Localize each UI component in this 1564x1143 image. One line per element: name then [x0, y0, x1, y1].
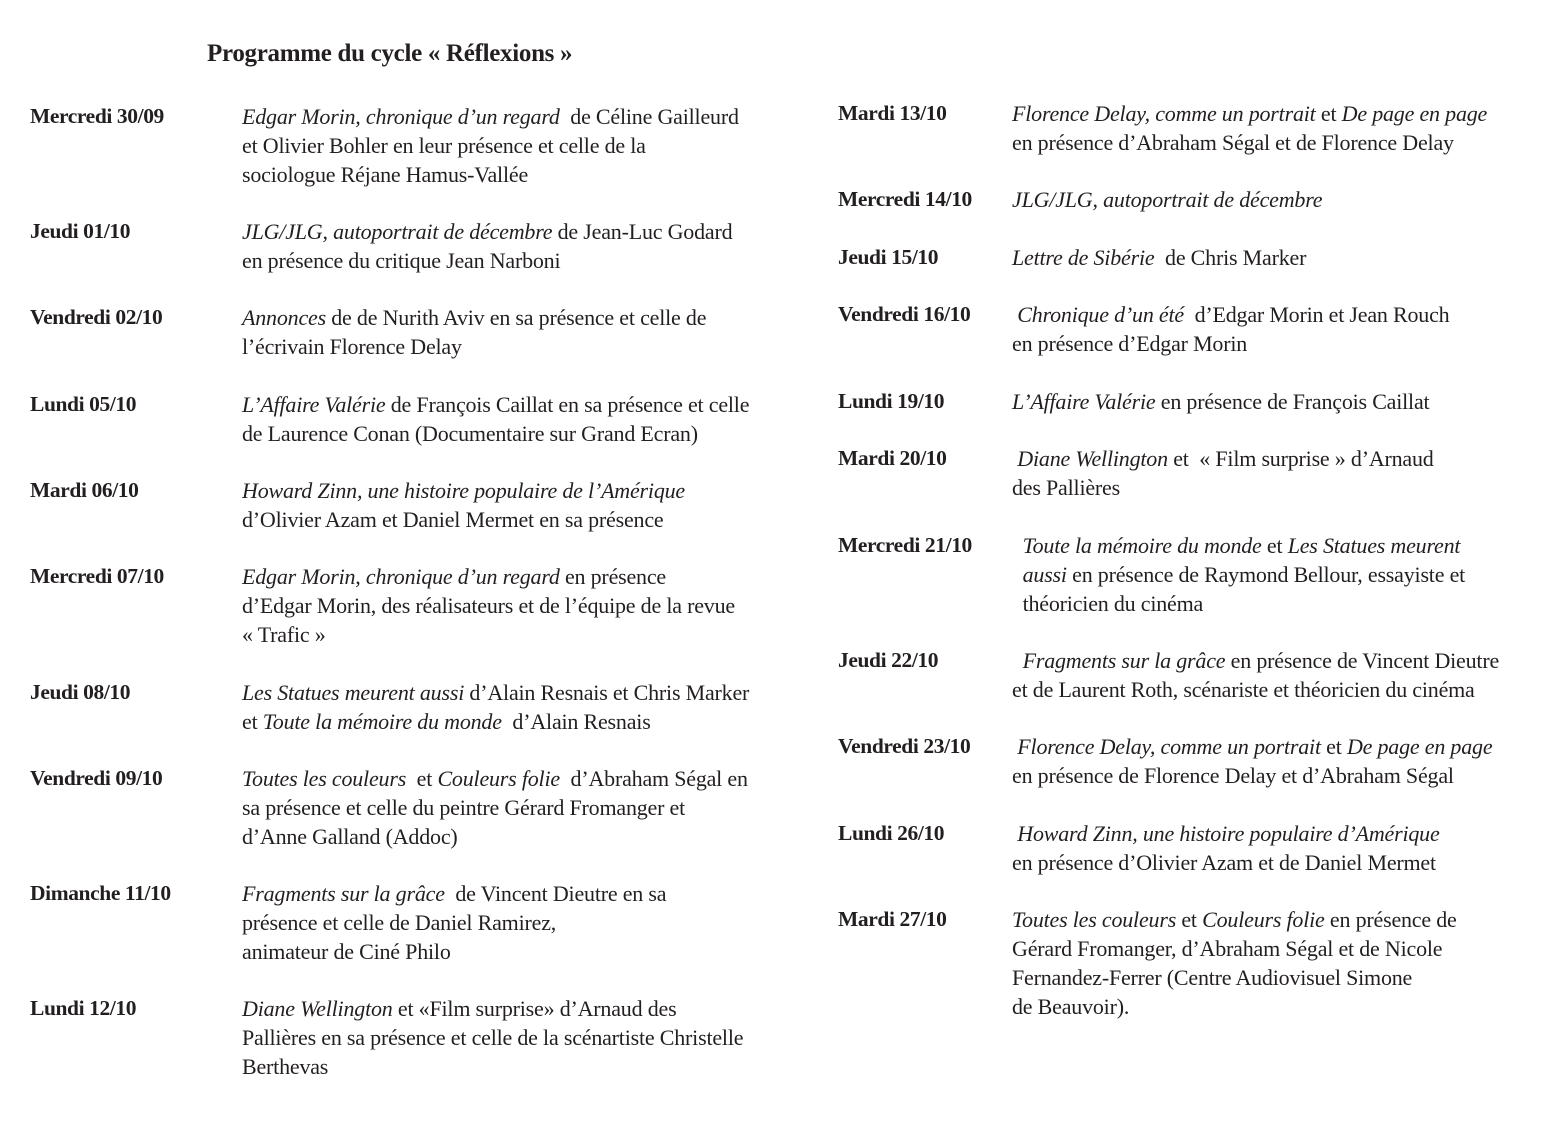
entry-date: Lundi 26/10	[838, 821, 945, 845]
description-line	[242, 562, 735, 591]
entry-description	[242, 764, 748, 851]
description-text: d’Edgar Morin et Jean Rouch	[1183, 302, 1450, 327]
film-title: Chronique d’un été	[1012, 302, 1184, 327]
description-text: Fernandez-Ferrer (Centre Audiovisuel Simone	[1012, 965, 1413, 990]
description-text: des Pallières	[1012, 475, 1120, 500]
entry-description	[242, 217, 732, 275]
description-line	[242, 217, 732, 246]
entry-date: Jeudi 08/10	[30, 680, 131, 704]
film-title: Florence Delay, comme un portrait	[1012, 101, 1316, 126]
description-text: sociologue Réjane Hamus-Vallée	[242, 162, 529, 187]
description-line	[242, 505, 685, 534]
description-text: « Trafic »	[242, 622, 326, 647]
description-text: et	[406, 766, 438, 791]
description-text: Pallières en sa présence et celle de la scénartiste Christelle	[242, 1025, 744, 1050]
description-text: présence et celle de Daniel Ramirez,	[242, 910, 557, 935]
description-text: en présence de François Caillat	[1155, 389, 1430, 414]
description-text: animateur de Ciné Philo	[242, 939, 451, 964]
film-title: Florence Delay, comme un portrait	[1012, 734, 1321, 759]
description-text: et «Film surprise» d’Arnaud des	[392, 996, 677, 1021]
description-text: et Olivier Bohler en leur présence et celle de la	[242, 133, 646, 158]
description-text: et	[242, 709, 263, 734]
description-text: en présence de Raymond Bellour, essayiste et	[1066, 562, 1466, 587]
description-text: en présence d’Olivier Azam et de Daniel Mermet	[1012, 850, 1436, 875]
description-line	[1012, 387, 1429, 416]
description-text: d’Anne Galland (Addoc)	[242, 824, 458, 849]
description-line	[1012, 905, 1457, 934]
entry-date: Mercredi 30/09	[30, 104, 164, 128]
film-title: L’Affaire Valérie	[242, 392, 386, 417]
description-text: d’Alain Resnais et Chris Marker	[464, 680, 750, 705]
film-title: Diane Wellington	[1012, 446, 1168, 471]
entry-date: Vendredi 09/10	[30, 766, 163, 790]
description-line	[1012, 761, 1492, 790]
description-text: et	[1320, 734, 1347, 759]
description-line	[1012, 675, 1499, 704]
description-line	[242, 793, 748, 822]
description-line	[242, 102, 739, 131]
entry-date: Mercredi 21/10	[838, 533, 972, 557]
entry-description	[1012, 646, 1499, 704]
description-text: en présence de Florence Delay et d’Abraham Ségal	[1012, 763, 1454, 788]
entry-description	[1012, 387, 1429, 416]
description-text: d’Edgar Morin, des réalisateurs et de l’équipe de la revue	[242, 593, 735, 618]
entry-description	[1012, 905, 1457, 1021]
description-text: Berthevas	[242, 1054, 329, 1079]
film-title: Howard Zinn, une histoire populaire d’Amérique	[1012, 821, 1440, 846]
entry-description	[242, 390, 749, 448]
description-text: en présence d’Abraham Ségal et de Florence Delay	[1012, 130, 1454, 155]
description-text: de Beauvoir).	[1012, 994, 1130, 1019]
entry-date: Mercredi 07/10	[30, 564, 164, 588]
film-title: Toutes les couleurs	[242, 766, 407, 791]
description-line	[242, 419, 749, 448]
description-text: de Laurence Conan (Documentaire sur Grand Ecran)	[242, 421, 698, 446]
description-line	[242, 303, 706, 332]
description-line	[1012, 300, 1449, 329]
description-text: de Jean-Luc Godard	[552, 219, 733, 244]
description-line	[242, 678, 749, 707]
entry-date: Jeudi 15/10	[838, 245, 939, 269]
description-text: et	[1261, 533, 1288, 558]
description-line	[1012, 560, 1465, 589]
description-text: d’Olivier Azam et Daniel Mermet en sa présence	[242, 507, 664, 532]
page-title: Programme du cycle « Réflexions »	[207, 40, 573, 67]
entry-date: Mercredi 14/10	[838, 187, 972, 211]
description-line	[242, 764, 748, 793]
description-line	[1012, 99, 1487, 128]
entry-description	[1012, 732, 1492, 790]
entry-date: Mardi 13/10	[838, 101, 947, 125]
film-title: Toutes les couleurs	[1012, 907, 1177, 932]
description-text: et	[1315, 101, 1342, 126]
film-title: Les Statues meurent aussi	[242, 680, 465, 705]
description-line	[1012, 819, 1440, 848]
description-line	[1012, 444, 1434, 473]
entry-date: Vendredi 02/10	[30, 305, 163, 329]
entry-date: Mardi 06/10	[30, 478, 139, 502]
entry-description	[1012, 185, 1322, 214]
description-text: et « Film surprise » d’Arnaud	[1167, 446, 1434, 471]
description-text: d’Alain Resnais	[501, 709, 651, 734]
description-line	[1012, 128, 1487, 157]
film-title: Les Statues meurent	[1287, 533, 1461, 558]
description-text: de Chris Marker	[1154, 245, 1307, 270]
description-line	[1012, 329, 1449, 358]
description-line	[1012, 185, 1322, 214]
film-title: Annonces	[242, 305, 326, 330]
film-title: Howard Zinn, une histoire populaire de l’Amérique	[242, 478, 685, 503]
entry-description	[242, 102, 739, 189]
description-text: de François Caillat en sa présence et celle	[385, 392, 750, 417]
entry-date: Lundi 12/10	[30, 996, 137, 1020]
film-title: Lettre de Sibérie	[1012, 245, 1155, 270]
film-title: Toute la mémoire du monde	[262, 709, 502, 734]
description-line	[242, 390, 749, 419]
entry-date: Vendredi 23/10	[838, 734, 971, 758]
entry-date: Dimanche 11/10	[30, 881, 171, 905]
description-text: l’écrivain Florence Delay	[242, 334, 462, 359]
description-line	[242, 994, 743, 1023]
description-line	[1012, 243, 1306, 272]
description-line	[1012, 589, 1465, 618]
description-text: de de Nurith Aviv en sa présence et celle de	[325, 305, 707, 330]
description-text: et	[1176, 907, 1203, 932]
film-title: Couleurs folie	[437, 766, 560, 791]
film-title: aussi	[1012, 562, 1067, 587]
description-line	[242, 332, 706, 361]
description-text: en présence de	[1324, 907, 1457, 932]
description-line	[242, 908, 666, 937]
film-title: Toute la mémoire du monde	[1012, 533, 1262, 558]
entry-description	[242, 994, 743, 1081]
description-text: et de Laurent Roth, scénariste et théoricien du cinéma	[1012, 677, 1475, 702]
description-text: en présence du critique Jean Narboni	[242, 248, 561, 273]
film-title: De page en page	[1341, 101, 1488, 126]
film-title: Fragments sur la grâce	[242, 881, 445, 906]
entry-description	[242, 303, 706, 361]
description-line	[1012, 473, 1434, 502]
description-line	[1012, 934, 1457, 963]
film-title: Couleurs folie	[1202, 907, 1325, 932]
description-text: de Céline Gailleurd	[559, 104, 739, 129]
film-title: Edgar Morin, chronique d’un regard	[242, 104, 560, 129]
description-line	[242, 879, 666, 908]
description-text: Gérard Fromanger, d’Abraham Ségal et de Nicole	[1012, 936, 1443, 961]
description-line	[242, 246, 732, 275]
description-text: sa présence et celle du peintre Gérard Fromanger et	[242, 795, 686, 820]
film-title: Diane Wellington	[242, 996, 393, 1021]
entry-description	[242, 879, 666, 966]
description-line	[1012, 992, 1457, 1021]
film-title: De page en page	[1346, 734, 1493, 759]
description-line	[242, 131, 739, 160]
entry-description	[1012, 819, 1440, 877]
entry-description	[1012, 243, 1306, 272]
description-text: d’Abraham Ségal en	[559, 766, 748, 791]
film-title: JLG/JLG, autoportrait de décembre	[1012, 187, 1323, 212]
description-line	[242, 1052, 743, 1081]
entry-description	[242, 562, 735, 649]
description-line	[242, 160, 739, 189]
entry-date: Mardi 27/10	[838, 907, 947, 931]
description-line	[242, 620, 735, 649]
entry-date: Vendredi 16/10	[838, 302, 971, 326]
entry-description	[1012, 531, 1465, 618]
film-title: Fragments sur la grâce	[1012, 648, 1226, 673]
description-text: en présence d’Edgar Morin	[1012, 331, 1248, 356]
description-text: en présence	[559, 564, 666, 589]
entry-date: Mardi 20/10	[838, 446, 947, 470]
entry-description	[1012, 444, 1434, 502]
description-line	[1012, 848, 1440, 877]
entry-description	[242, 678, 749, 736]
description-text: en présence de Vincent Dieutre	[1225, 648, 1500, 673]
film-title: JLG/JLG, autoportrait de décembre	[242, 219, 553, 244]
description-line	[1012, 963, 1457, 992]
film-title: Edgar Morin, chronique d’un regard	[242, 564, 560, 589]
description-text: de Vincent Dieutre en sa	[444, 881, 667, 906]
entry-date: Jeudi 22/10	[838, 648, 939, 672]
entry-date: Lundi 05/10	[30, 392, 137, 416]
description-text: théoricien du cinéma	[1012, 591, 1204, 616]
entry-description	[1012, 99, 1487, 157]
description-line	[242, 822, 748, 851]
entry-date: Jeudi 01/10	[30, 219, 131, 243]
film-title: L’Affaire Valérie	[1012, 389, 1156, 414]
description-line	[242, 1023, 743, 1052]
description-line	[242, 707, 749, 736]
description-line	[242, 591, 735, 620]
description-line	[242, 937, 666, 966]
description-line	[1012, 732, 1492, 761]
entry-date: Lundi 19/10	[838, 389, 945, 413]
entry-description	[242, 476, 685, 534]
description-line	[242, 476, 685, 505]
description-line	[1012, 531, 1465, 560]
entry-description	[1012, 300, 1449, 358]
description-line	[1012, 646, 1499, 675]
